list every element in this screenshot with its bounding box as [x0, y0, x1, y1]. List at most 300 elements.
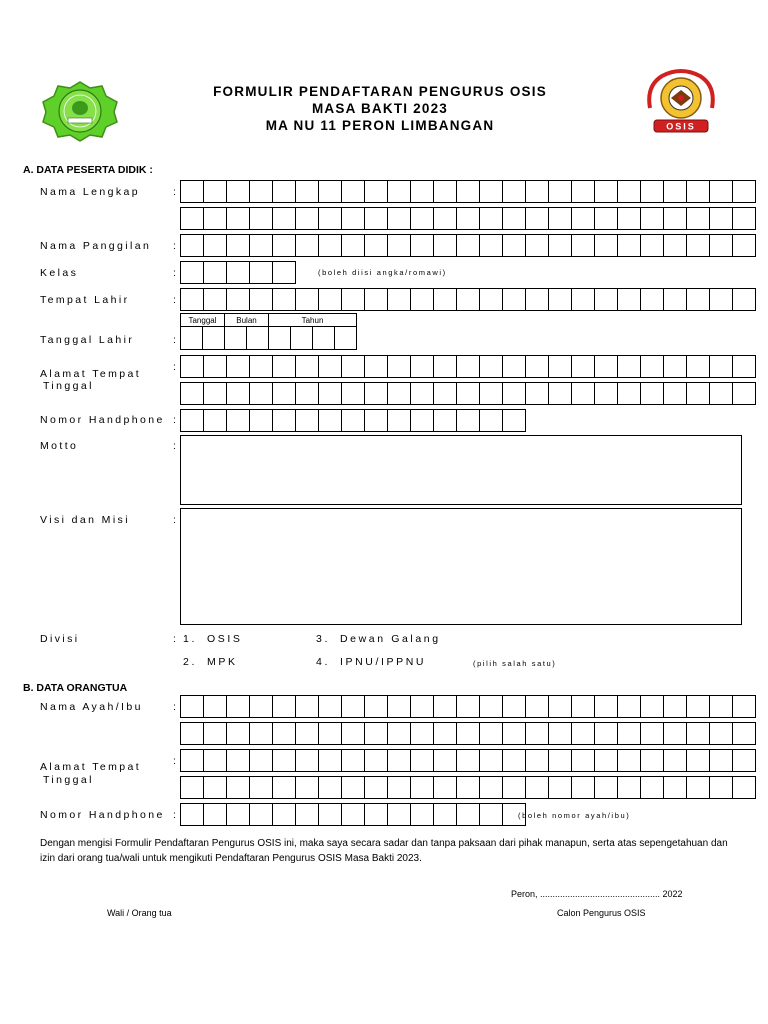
char-box[interactable]: [273, 776, 296, 799]
char-box[interactable]: [687, 749, 710, 772]
char-box[interactable]: [319, 776, 342, 799]
char-box[interactable]: [411, 803, 434, 826]
char-box[interactable]: [549, 776, 572, 799]
char-box[interactable]: [503, 749, 526, 772]
divisi-option-ipnu-ippnu[interactable]: IPNU/IPPNU: [340, 656, 427, 668]
char-box[interactable]: [641, 695, 664, 718]
char-box[interactable]: [480, 207, 503, 230]
char-box[interactable]: [733, 180, 756, 203]
char-box[interactable]: [733, 695, 756, 718]
char-box[interactable]: [434, 749, 457, 772]
char-box[interactable]: [342, 234, 365, 257]
date-digit-box[interactable]: [335, 327, 357, 350]
char-box[interactable]: [710, 722, 733, 745]
char-box[interactable]: [526, 207, 549, 230]
char-box[interactable]: [250, 722, 273, 745]
char-box[interactable]: [733, 722, 756, 745]
char-box[interactable]: [641, 722, 664, 745]
char-box[interactable]: [204, 234, 227, 257]
char-box[interactable]: [480, 180, 503, 203]
char-box[interactable]: [434, 409, 457, 432]
char-box[interactable]: [733, 288, 756, 311]
char-box[interactable]: [503, 234, 526, 257]
char-box[interactable]: [227, 355, 250, 378]
alamat-field-row1[interactable]: [180, 355, 756, 378]
char-box[interactable]: [480, 695, 503, 718]
visi-misi-field[interactable]: [180, 508, 742, 625]
char-box[interactable]: [342, 695, 365, 718]
char-box[interactable]: [664, 207, 687, 230]
char-box[interactable]: [388, 207, 411, 230]
char-box[interactable]: [549, 749, 572, 772]
char-box[interactable]: [342, 722, 365, 745]
char-box[interactable]: [411, 234, 434, 257]
date-digit-box[interactable]: [181, 327, 203, 350]
char-box[interactable]: [250, 803, 273, 826]
char-box[interactable]: [204, 803, 227, 826]
char-box[interactable]: [365, 803, 388, 826]
char-box[interactable]: [733, 355, 756, 378]
char-box[interactable]: [733, 749, 756, 772]
char-box[interactable]: [319, 695, 342, 718]
char-box[interactable]: [710, 749, 733, 772]
alamat-ortu-field-row2[interactable]: [180, 776, 756, 799]
char-box[interactable]: [710, 207, 733, 230]
char-box[interactable]: [411, 382, 434, 405]
date-digit-box[interactable]: [291, 327, 313, 350]
char-box[interactable]: [204, 355, 227, 378]
char-box[interactable]: [319, 749, 342, 772]
char-box[interactable]: [457, 180, 480, 203]
char-box[interactable]: [549, 180, 572, 203]
char-box[interactable]: [365, 288, 388, 311]
char-box[interactable]: [664, 749, 687, 772]
char-box[interactable]: [365, 355, 388, 378]
char-box[interactable]: [388, 180, 411, 203]
date-digit-box[interactable]: [203, 327, 225, 350]
char-box[interactable]: [434, 382, 457, 405]
char-box[interactable]: [618, 382, 641, 405]
char-box[interactable]: [227, 180, 250, 203]
char-box[interactable]: [572, 749, 595, 772]
char-box[interactable]: [503, 207, 526, 230]
char-box[interactable]: [526, 234, 549, 257]
char-box[interactable]: [572, 382, 595, 405]
char-box[interactable]: [181, 234, 204, 257]
char-box[interactable]: [181, 803, 204, 826]
char-box[interactable]: [480, 749, 503, 772]
char-box[interactable]: [618, 288, 641, 311]
char-box[interactable]: [227, 382, 250, 405]
char-box[interactable]: [411, 288, 434, 311]
char-box[interactable]: [319, 180, 342, 203]
char-box[interactable]: [457, 695, 480, 718]
char-box[interactable]: [365, 207, 388, 230]
char-box[interactable]: [181, 722, 204, 745]
char-box[interactable]: [296, 234, 319, 257]
char-box[interactable]: [549, 382, 572, 405]
tanggal-lahir-field[interactable]: [180, 313, 357, 350]
char-box[interactable]: [388, 695, 411, 718]
char-box[interactable]: [641, 180, 664, 203]
char-box[interactable]: [434, 776, 457, 799]
motto-field[interactable]: [180, 435, 742, 505]
char-box[interactable]: [434, 288, 457, 311]
char-box[interactable]: [457, 382, 480, 405]
char-box[interactable]: [618, 180, 641, 203]
char-box[interactable]: [457, 803, 480, 826]
char-box[interactable]: [664, 180, 687, 203]
char-box[interactable]: [342, 803, 365, 826]
char-box[interactable]: [503, 382, 526, 405]
char-box[interactable]: [480, 355, 503, 378]
char-box[interactable]: [434, 355, 457, 378]
char-box[interactable]: [296, 207, 319, 230]
char-box[interactable]: [572, 180, 595, 203]
char-box[interactable]: [250, 288, 273, 311]
char-box[interactable]: [411, 409, 434, 432]
char-box[interactable]: [618, 355, 641, 378]
date-digit-box[interactable]: [269, 327, 291, 350]
char-box[interactable]: [181, 288, 204, 311]
char-box[interactable]: [204, 261, 227, 284]
char-box[interactable]: [411, 722, 434, 745]
char-box[interactable]: [227, 409, 250, 432]
char-box[interactable]: [181, 695, 204, 718]
char-box[interactable]: [733, 776, 756, 799]
char-box[interactable]: [457, 207, 480, 230]
char-box[interactable]: [710, 355, 733, 378]
tempat-lahir-field[interactable]: [180, 288, 756, 311]
kelas-field[interactable]: [180, 261, 296, 284]
char-box[interactable]: [618, 207, 641, 230]
char-box[interactable]: [204, 288, 227, 311]
char-box[interactable]: [664, 722, 687, 745]
char-box[interactable]: [733, 234, 756, 257]
char-box[interactable]: [434, 722, 457, 745]
char-box[interactable]: [572, 355, 595, 378]
char-box[interactable]: [181, 776, 204, 799]
char-box[interactable]: [480, 234, 503, 257]
char-box[interactable]: [342, 207, 365, 230]
char-box[interactable]: [250, 382, 273, 405]
char-box[interactable]: [526, 722, 549, 745]
char-box[interactable]: [204, 409, 227, 432]
char-box[interactable]: [296, 803, 319, 826]
char-box[interactable]: [503, 776, 526, 799]
char-box[interactable]: [549, 695, 572, 718]
char-box[interactable]: [595, 722, 618, 745]
char-box[interactable]: [687, 288, 710, 311]
char-box[interactable]: [595, 776, 618, 799]
char-box[interactable]: [342, 180, 365, 203]
char-box[interactable]: [227, 749, 250, 772]
char-box[interactable]: [296, 288, 319, 311]
char-box[interactable]: [503, 409, 526, 432]
char-box[interactable]: [687, 722, 710, 745]
char-box[interactable]: [549, 355, 572, 378]
char-box[interactable]: [273, 207, 296, 230]
char-box[interactable]: [457, 355, 480, 378]
char-box[interactable]: [411, 355, 434, 378]
char-box[interactable]: [388, 234, 411, 257]
char-box[interactable]: [342, 776, 365, 799]
char-box[interactable]: [641, 776, 664, 799]
char-box[interactable]: [365, 234, 388, 257]
char-box[interactable]: [411, 749, 434, 772]
char-box[interactable]: [503, 288, 526, 311]
char-box[interactable]: [549, 207, 572, 230]
char-box[interactable]: [641, 382, 664, 405]
char-box[interactable]: [411, 776, 434, 799]
char-box[interactable]: [227, 288, 250, 311]
char-box[interactable]: [595, 355, 618, 378]
char-box[interactable]: [296, 382, 319, 405]
char-box[interactable]: [687, 382, 710, 405]
char-box[interactable]: [595, 234, 618, 257]
char-box[interactable]: [365, 695, 388, 718]
char-box[interactable]: [595, 695, 618, 718]
char-box[interactable]: [296, 180, 319, 203]
char-box[interactable]: [250, 180, 273, 203]
char-box[interactable]: [480, 409, 503, 432]
char-box[interactable]: [572, 695, 595, 718]
char-box[interactable]: [710, 180, 733, 203]
divisi-option-mpk[interactable]: MPK: [207, 656, 238, 668]
char-box[interactable]: [503, 355, 526, 378]
char-box[interactable]: [342, 749, 365, 772]
char-box[interactable]: [664, 234, 687, 257]
char-box[interactable]: [664, 382, 687, 405]
char-box[interactable]: [733, 382, 756, 405]
char-box[interactable]: [181, 180, 204, 203]
char-box[interactable]: [595, 749, 618, 772]
char-box[interactable]: [250, 355, 273, 378]
char-box[interactable]: [457, 776, 480, 799]
nomor-hp-field[interactable]: [180, 409, 526, 432]
char-box[interactable]: [273, 409, 296, 432]
char-box[interactable]: [618, 234, 641, 257]
nama-lengkap-field-row2[interactable]: [180, 207, 756, 230]
char-box[interactable]: [227, 207, 250, 230]
char-box[interactable]: [526, 776, 549, 799]
char-box[interactable]: [250, 749, 273, 772]
char-box[interactable]: [204, 749, 227, 772]
char-box[interactable]: [388, 749, 411, 772]
char-box[interactable]: [710, 776, 733, 799]
char-box[interactable]: [273, 722, 296, 745]
nama-ayah-ibu-field-row2[interactable]: [180, 722, 756, 745]
char-box[interactable]: [595, 382, 618, 405]
char-box[interactable]: [572, 234, 595, 257]
char-box[interactable]: [526, 749, 549, 772]
char-box[interactable]: [388, 722, 411, 745]
char-box[interactable]: [319, 722, 342, 745]
char-box[interactable]: [503, 695, 526, 718]
char-box[interactable]: [710, 288, 733, 311]
char-box[interactable]: [687, 695, 710, 718]
char-box[interactable]: [250, 207, 273, 230]
char-box[interactable]: [480, 803, 503, 826]
char-box[interactable]: [618, 695, 641, 718]
char-box[interactable]: [319, 382, 342, 405]
char-box[interactable]: [457, 409, 480, 432]
divisi-option-dewan-galang[interactable]: Dewan Galang: [340, 633, 441, 645]
char-box[interactable]: [457, 234, 480, 257]
char-box[interactable]: [204, 207, 227, 230]
char-box[interactable]: [618, 722, 641, 745]
char-box[interactable]: [480, 288, 503, 311]
char-box[interactable]: [250, 409, 273, 432]
char-box[interactable]: [687, 776, 710, 799]
char-box[interactable]: [204, 695, 227, 718]
char-box[interactable]: [457, 288, 480, 311]
char-box[interactable]: [641, 355, 664, 378]
char-box[interactable]: [181, 749, 204, 772]
char-box[interactable]: [595, 288, 618, 311]
char-box[interactable]: [549, 722, 572, 745]
char-box[interactable]: [204, 776, 227, 799]
char-box[interactable]: [319, 207, 342, 230]
char-box[interactable]: [296, 355, 319, 378]
char-box[interactable]: [595, 180, 618, 203]
char-box[interactable]: [733, 207, 756, 230]
char-box[interactable]: [618, 776, 641, 799]
char-box[interactable]: [572, 207, 595, 230]
char-box[interactable]: [181, 261, 204, 284]
char-box[interactable]: [710, 382, 733, 405]
char-box[interactable]: [342, 288, 365, 311]
alamat-ortu-field-row1[interactable]: [180, 749, 756, 772]
char-box[interactable]: [434, 695, 457, 718]
char-box[interactable]: [595, 207, 618, 230]
char-box[interactable]: [411, 695, 434, 718]
char-box[interactable]: [250, 261, 273, 284]
char-box[interactable]: [457, 749, 480, 772]
char-box[interactable]: [365, 749, 388, 772]
char-box[interactable]: [365, 776, 388, 799]
char-box[interactable]: [181, 409, 204, 432]
char-box[interactable]: [250, 234, 273, 257]
date-digit-box[interactable]: [225, 327, 247, 350]
char-box[interactable]: [641, 749, 664, 772]
char-box[interactable]: [365, 722, 388, 745]
char-box[interactable]: [572, 288, 595, 311]
char-box[interactable]: [687, 180, 710, 203]
char-box[interactable]: [503, 722, 526, 745]
char-box[interactable]: [273, 382, 296, 405]
char-box[interactable]: [572, 722, 595, 745]
char-box[interactable]: [273, 695, 296, 718]
char-box[interactable]: [342, 409, 365, 432]
char-box[interactable]: [641, 207, 664, 230]
char-box[interactable]: [549, 234, 572, 257]
char-box[interactable]: [296, 409, 319, 432]
char-box[interactable]: [572, 776, 595, 799]
char-box[interactable]: [319, 288, 342, 311]
char-box[interactable]: [388, 288, 411, 311]
char-box[interactable]: [227, 234, 250, 257]
char-box[interactable]: [273, 749, 296, 772]
nomor-hp-ortu-field[interactable]: [180, 803, 526, 826]
char-box[interactable]: [181, 382, 204, 405]
char-box[interactable]: [526, 180, 549, 203]
char-box[interactable]: [618, 749, 641, 772]
char-box[interactable]: [365, 409, 388, 432]
char-box[interactable]: [526, 382, 549, 405]
char-box[interactable]: [480, 382, 503, 405]
char-box[interactable]: [434, 180, 457, 203]
char-box[interactable]: [365, 180, 388, 203]
char-box[interactable]: [227, 776, 250, 799]
char-box[interactable]: [388, 803, 411, 826]
char-box[interactable]: [365, 382, 388, 405]
nama-lengkap-field-row1[interactable]: [180, 180, 756, 203]
char-box[interactable]: [710, 695, 733, 718]
char-box[interactable]: [457, 722, 480, 745]
char-box[interactable]: [411, 207, 434, 230]
char-box[interactable]: [204, 722, 227, 745]
divisi-option-osis[interactable]: OSIS: [207, 633, 243, 645]
char-box[interactable]: [296, 722, 319, 745]
char-box[interactable]: [273, 234, 296, 257]
char-box[interactable]: [434, 803, 457, 826]
char-box[interactable]: [388, 355, 411, 378]
char-box[interactable]: [273, 355, 296, 378]
char-box[interactable]: [388, 382, 411, 405]
char-box[interactable]: [273, 261, 296, 284]
char-box[interactable]: [181, 355, 204, 378]
char-box[interactable]: [181, 207, 204, 230]
char-box[interactable]: [204, 382, 227, 405]
char-box[interactable]: [526, 695, 549, 718]
char-box[interactable]: [664, 695, 687, 718]
char-box[interactable]: [664, 776, 687, 799]
char-box[interactable]: [296, 749, 319, 772]
char-box[interactable]: [641, 234, 664, 257]
char-box[interactable]: [480, 722, 503, 745]
nama-ayah-ibu-field-row1[interactable]: [180, 695, 756, 718]
char-box[interactable]: [411, 180, 434, 203]
char-box[interactable]: [388, 776, 411, 799]
char-box[interactable]: [687, 234, 710, 257]
char-box[interactable]: [227, 722, 250, 745]
char-box[interactable]: [319, 234, 342, 257]
char-box[interactable]: [250, 695, 273, 718]
char-box[interactable]: [641, 288, 664, 311]
char-box[interactable]: [526, 355, 549, 378]
char-box[interactable]: [687, 355, 710, 378]
char-box[interactable]: [342, 355, 365, 378]
char-box[interactable]: [480, 776, 503, 799]
char-box[interactable]: [434, 234, 457, 257]
char-box[interactable]: [526, 288, 549, 311]
char-box[interactable]: [227, 261, 250, 284]
char-box[interactable]: [227, 803, 250, 826]
char-box[interactable]: [273, 803, 296, 826]
char-box[interactable]: [319, 409, 342, 432]
char-box[interactable]: [204, 180, 227, 203]
char-box[interactable]: [319, 803, 342, 826]
nama-panggilan-field[interactable]: [180, 234, 756, 257]
char-box[interactable]: [664, 355, 687, 378]
char-box[interactable]: [710, 234, 733, 257]
char-box[interactable]: [250, 776, 273, 799]
char-box[interactable]: [319, 355, 342, 378]
char-box[interactable]: [434, 207, 457, 230]
char-box[interactable]: [273, 288, 296, 311]
char-box[interactable]: [342, 382, 365, 405]
